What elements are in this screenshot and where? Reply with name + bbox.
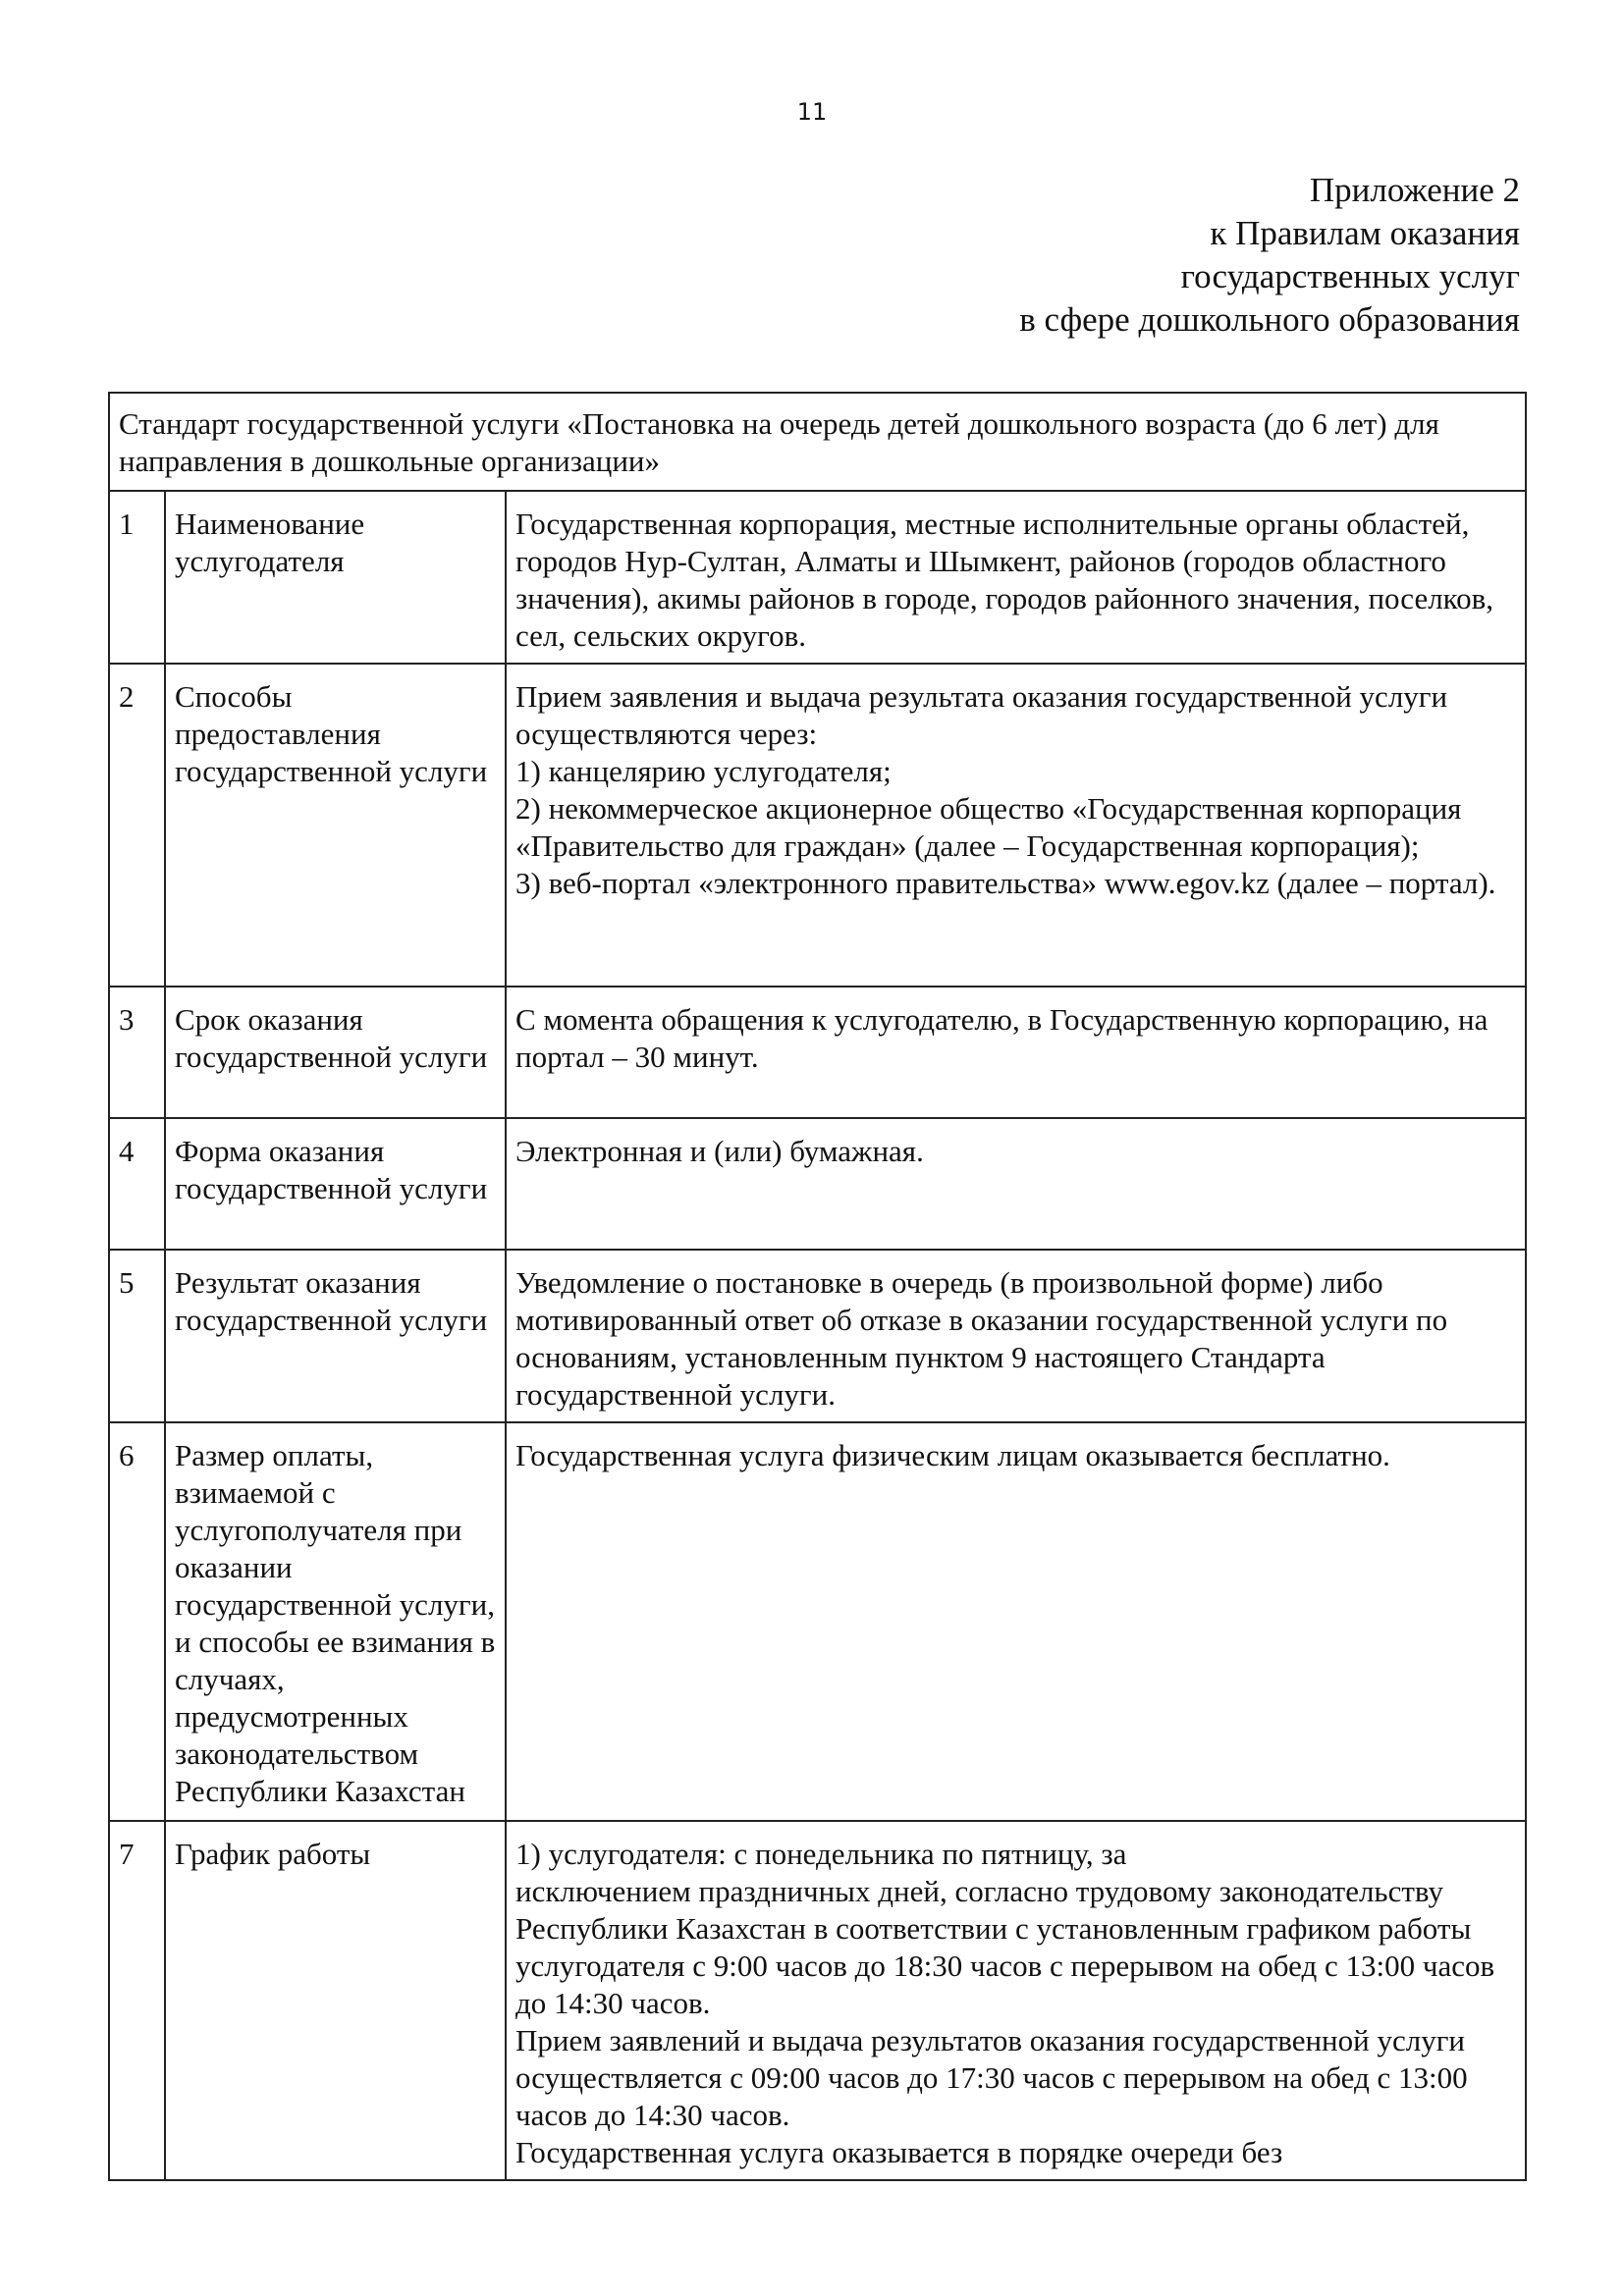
row-value — [506, 987, 1526, 1118]
appendix-line: к Правилам оказания — [1210, 214, 1520, 252]
appendix-line: Приложение 2 — [1309, 171, 1520, 209]
page-number: 11 — [796, 98, 828, 126]
table-row — [109, 1422, 1526, 1821]
row-value-paragraph: С момента обращения к услугодателю, в Государственную корпорацию, на портал – 30 минут. — [515, 1002, 1489, 1074]
row-number: 1 — [109, 491, 165, 664]
row-name: Результат оказания государственной услуги — [165, 1250, 506, 1422]
row-value-paragraph: Уведомление о постановке в очередь (в произвольной форме) либо мотивированный ответ об отказе в оказании государственной услуги по основаниям, установленным пунктом 9 настоящего Стандарта государственной услуги. — [515, 1265, 1448, 1412]
table-title: Стандарт государственной услуги «Постановка на очередь детей дошкольного возраста (до 6 лет) для направления в дошкольные организации» — [109, 393, 1526, 491]
appendix-header — [1019, 169, 1520, 342]
table-row — [109, 1821, 1526, 2180]
row-number: 5 — [109, 1250, 165, 1422]
row-number: 2 — [109, 664, 165, 987]
row-value-paragraph: Государственная корпорация, местные исполнительные органы областей, городов Нур-Султан, Алматы и Шымкент, районов (городов областного значения), акимы районов в городе, городов районного значения, поселков, сел, сельских округов. — [515, 507, 1494, 653]
appendix-line: государственных услуг — [1180, 257, 1520, 295]
row-value — [506, 491, 1526, 664]
table-title-row — [109, 393, 1526, 491]
row-number: 7 — [109, 1821, 165, 2180]
row-value — [506, 1250, 1526, 1422]
table-row — [109, 987, 1526, 1118]
row-value — [506, 664, 1526, 987]
row-value-paragraph: 1) канцелярию услугодателя; — [515, 754, 892, 788]
table-row — [109, 1118, 1526, 1250]
row-value — [506, 1118, 1526, 1250]
row-name: Срок оказания государственной услуги — [165, 987, 506, 1118]
row-value-paragraph: Государственная услуга оказывается в порядке очереди без — [515, 2135, 1283, 2169]
row-value-paragraph: Государственная услуга физическим лицам оказывается бесплатно. — [515, 1438, 1390, 1472]
row-value-paragraph: 3) веб-портал «электронного правительства» www.egov.kz (далее – портал). — [515, 866, 1496, 900]
row-value-paragraph: 1) услугодателя: с понедельника по пятницу, за — [515, 1837, 1127, 1871]
row-value-paragraph: Электронная и (или) бумажная. — [515, 1134, 924, 1168]
row-value-paragraph: 2) некоммерческое акционерное общество «Государственная корпорация «Правительство для граждан» (далее – Государственная корпорация); — [515, 791, 1462, 863]
row-name: График работы — [165, 1821, 506, 2180]
row-value-paragraph: Прием заявлений и выдача результатов оказания государственной услуги осуществляется с 09:00 часов до 17:30 часов с перерывом на обед с 13:00 часов до 14:30 часов. — [515, 2023, 1468, 2132]
row-name: Форма оказания государственной услуги — [165, 1118, 506, 1250]
row-number: 6 — [109, 1422, 165, 1821]
table-row — [109, 664, 1526, 987]
row-name: Наименование услугодателя — [165, 491, 506, 664]
row-number: 4 — [109, 1118, 165, 1250]
row-value-paragraph: исключением праздничных дней, согласно трудовому законодательству Республики Казахстан в соответствии с установленным графиком работы услугодателя с 9:00 часов до 18:30 часов с перерывом на обед с 13:00 часов до 14:30 часов. — [515, 1874, 1495, 2020]
row-value-paragraph: Прием заявления и выдача результата оказания государственной услуги осуществляются через: — [515, 679, 1448, 751]
appendix-line: в сфере дошкольного образования — [1019, 300, 1520, 339]
row-value — [506, 1821, 1526, 2180]
row-number: 3 — [109, 987, 165, 1118]
row-name: Способы предоставления государственной услуги — [165, 664, 506, 987]
service-standard-table — [108, 392, 1527, 2181]
row-value — [506, 1422, 1526, 1821]
table-row — [109, 1250, 1526, 1422]
table-row — [109, 491, 1526, 664]
row-name: Размер оплаты, взимаемой с услугополучателя при оказании государственной услуги, и способы ее взимания в случаях, предусмотренных законодательством Республики Казахстан — [165, 1422, 506, 1821]
